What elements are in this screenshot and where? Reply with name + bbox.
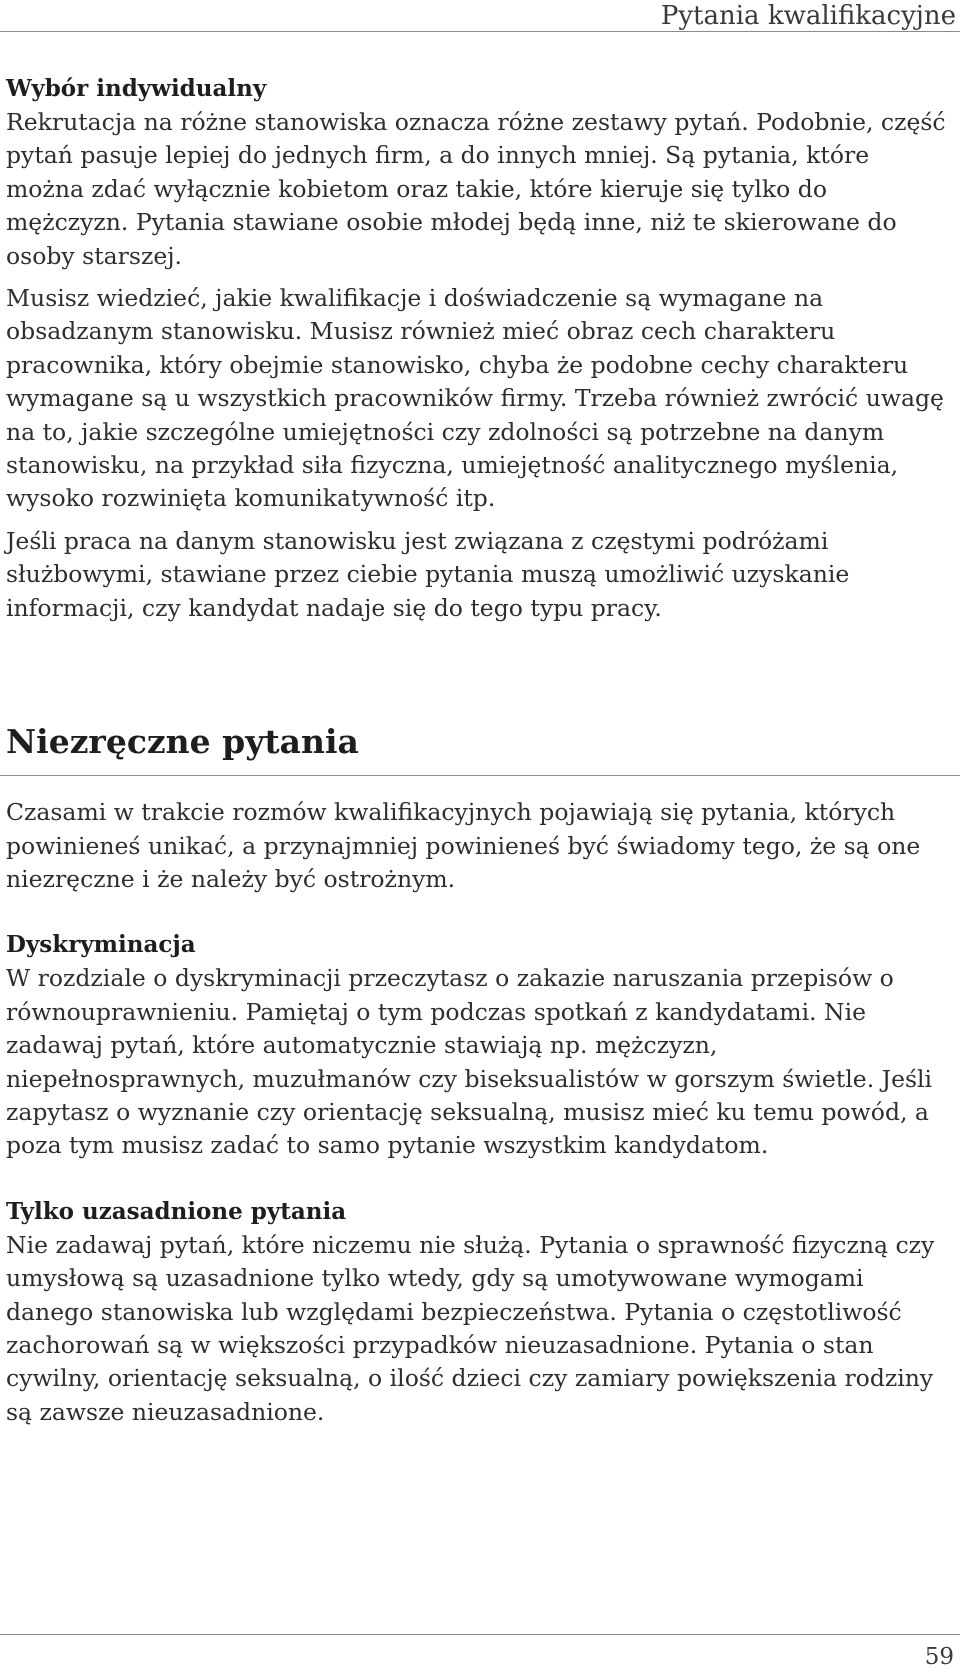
chapter-heading-divider: [0, 775, 960, 776]
chapter-heading-awkward-questions: Niezręczne pytania: [6, 722, 359, 762]
subsection-heading-justified-questions: Tylko uzasadnione pytania: [6, 1197, 347, 1225]
section-heading-individual: Wybór indywidualny: [6, 75, 267, 102]
footer-divider: [0, 1634, 960, 1635]
page-content: [6, 72, 954, 1429]
paragraph-justified-questions: Nie zadawaj pytań, które niczemu nie służą. Pytania o sprawność fizyczną czy umysłową są uzasadnione tylko wtedy, gdy są umotywowane wymogami danego stanowiska lub względami bezpieczeństwa. Pytania o częstotliwość zachorowań są w większości przypadków nieuzasadnione. Pytania o stan cywilny, orientację seksualną, o ilość dzieci czy zamiary powiększenia rodziny są zawsze nieuzasadnione.: [6, 1230, 935, 1426]
header-divider: [0, 31, 960, 32]
paragraph-individual-2: Musisz wiedzieć, jakie kwalifikacje i doświadczenie są wymagane na obsadzanym stanowisku. Musisz również mieć obraz cech charakteru pracownika, który obejmie stanowisko, chyba że podobne cechy charakteru wymagane są u wszystkich pracowników firmy. Trzeba również zwrócić uwagę na to, jakie szczególne umiejętności czy zdolności są potrzebne na danym stanowisku, na przykład siła fizyczna, umiejętność analitycznego myślenia, wysoko rozwinięta komunikatywność itp.: [6, 284, 944, 513]
paragraph-awkward-intro: Czasami w trakcie rozmów kwalifikacyjnych pojawiają się pytania, których powinieneś unikać, a przynajmniej powinieneś być świadomy tego, że są one niezręczne i że należy być ostrożnym.: [6, 798, 921, 893]
subsection-heading-discrimination: Dyskryminacja: [6, 931, 196, 959]
page-number: 59: [924, 1644, 954, 1670]
paragraph-individual-3: Jeśli praca na danym stanowisku jest związana z częstymi podróżami służbowymi, stawiane przez ciebie pytania muszą umożliwić uzyskanie informacji, czy kandydat nadaje się do tego typu pracy.: [6, 526, 850, 622]
paragraph-discrimination: W rozdziale o dyskryminacji przeczytasz o zakazie naruszania przepisów o równouprawnieniu. Pamiętaj o tym podczas spotkań z kandydatami. Nie zadawaj pytań, które automatycznie stawiają np. mężczyzn, niepełnosprawnych, muzułmanów czy biseksualistów w gorszym świetle. Jeśli zapytasz o wyznanie czy orientację seksualną, musisz mieć ku temu powód, a poza tym musisz zadać to samo pytanie wszystkim kandydatom.: [6, 964, 933, 1160]
paragraph-individual-1: Rekrutacja na różne stanowiska oznacza różne zestawy pytań. Podobnie, część pytań pasuje lepiej do jednych firm, a do innych mniej. Są pytania, które można zdać wyłącznie kobietom oraz takie, które kieruje się tylko do mężczyzn. Pytania stawiane osobie młodej będą inne, niż te skierowane do osoby starszej.: [6, 108, 946, 270]
running-header: Pytania kwalifikacyjne: [660, 1, 956, 31]
